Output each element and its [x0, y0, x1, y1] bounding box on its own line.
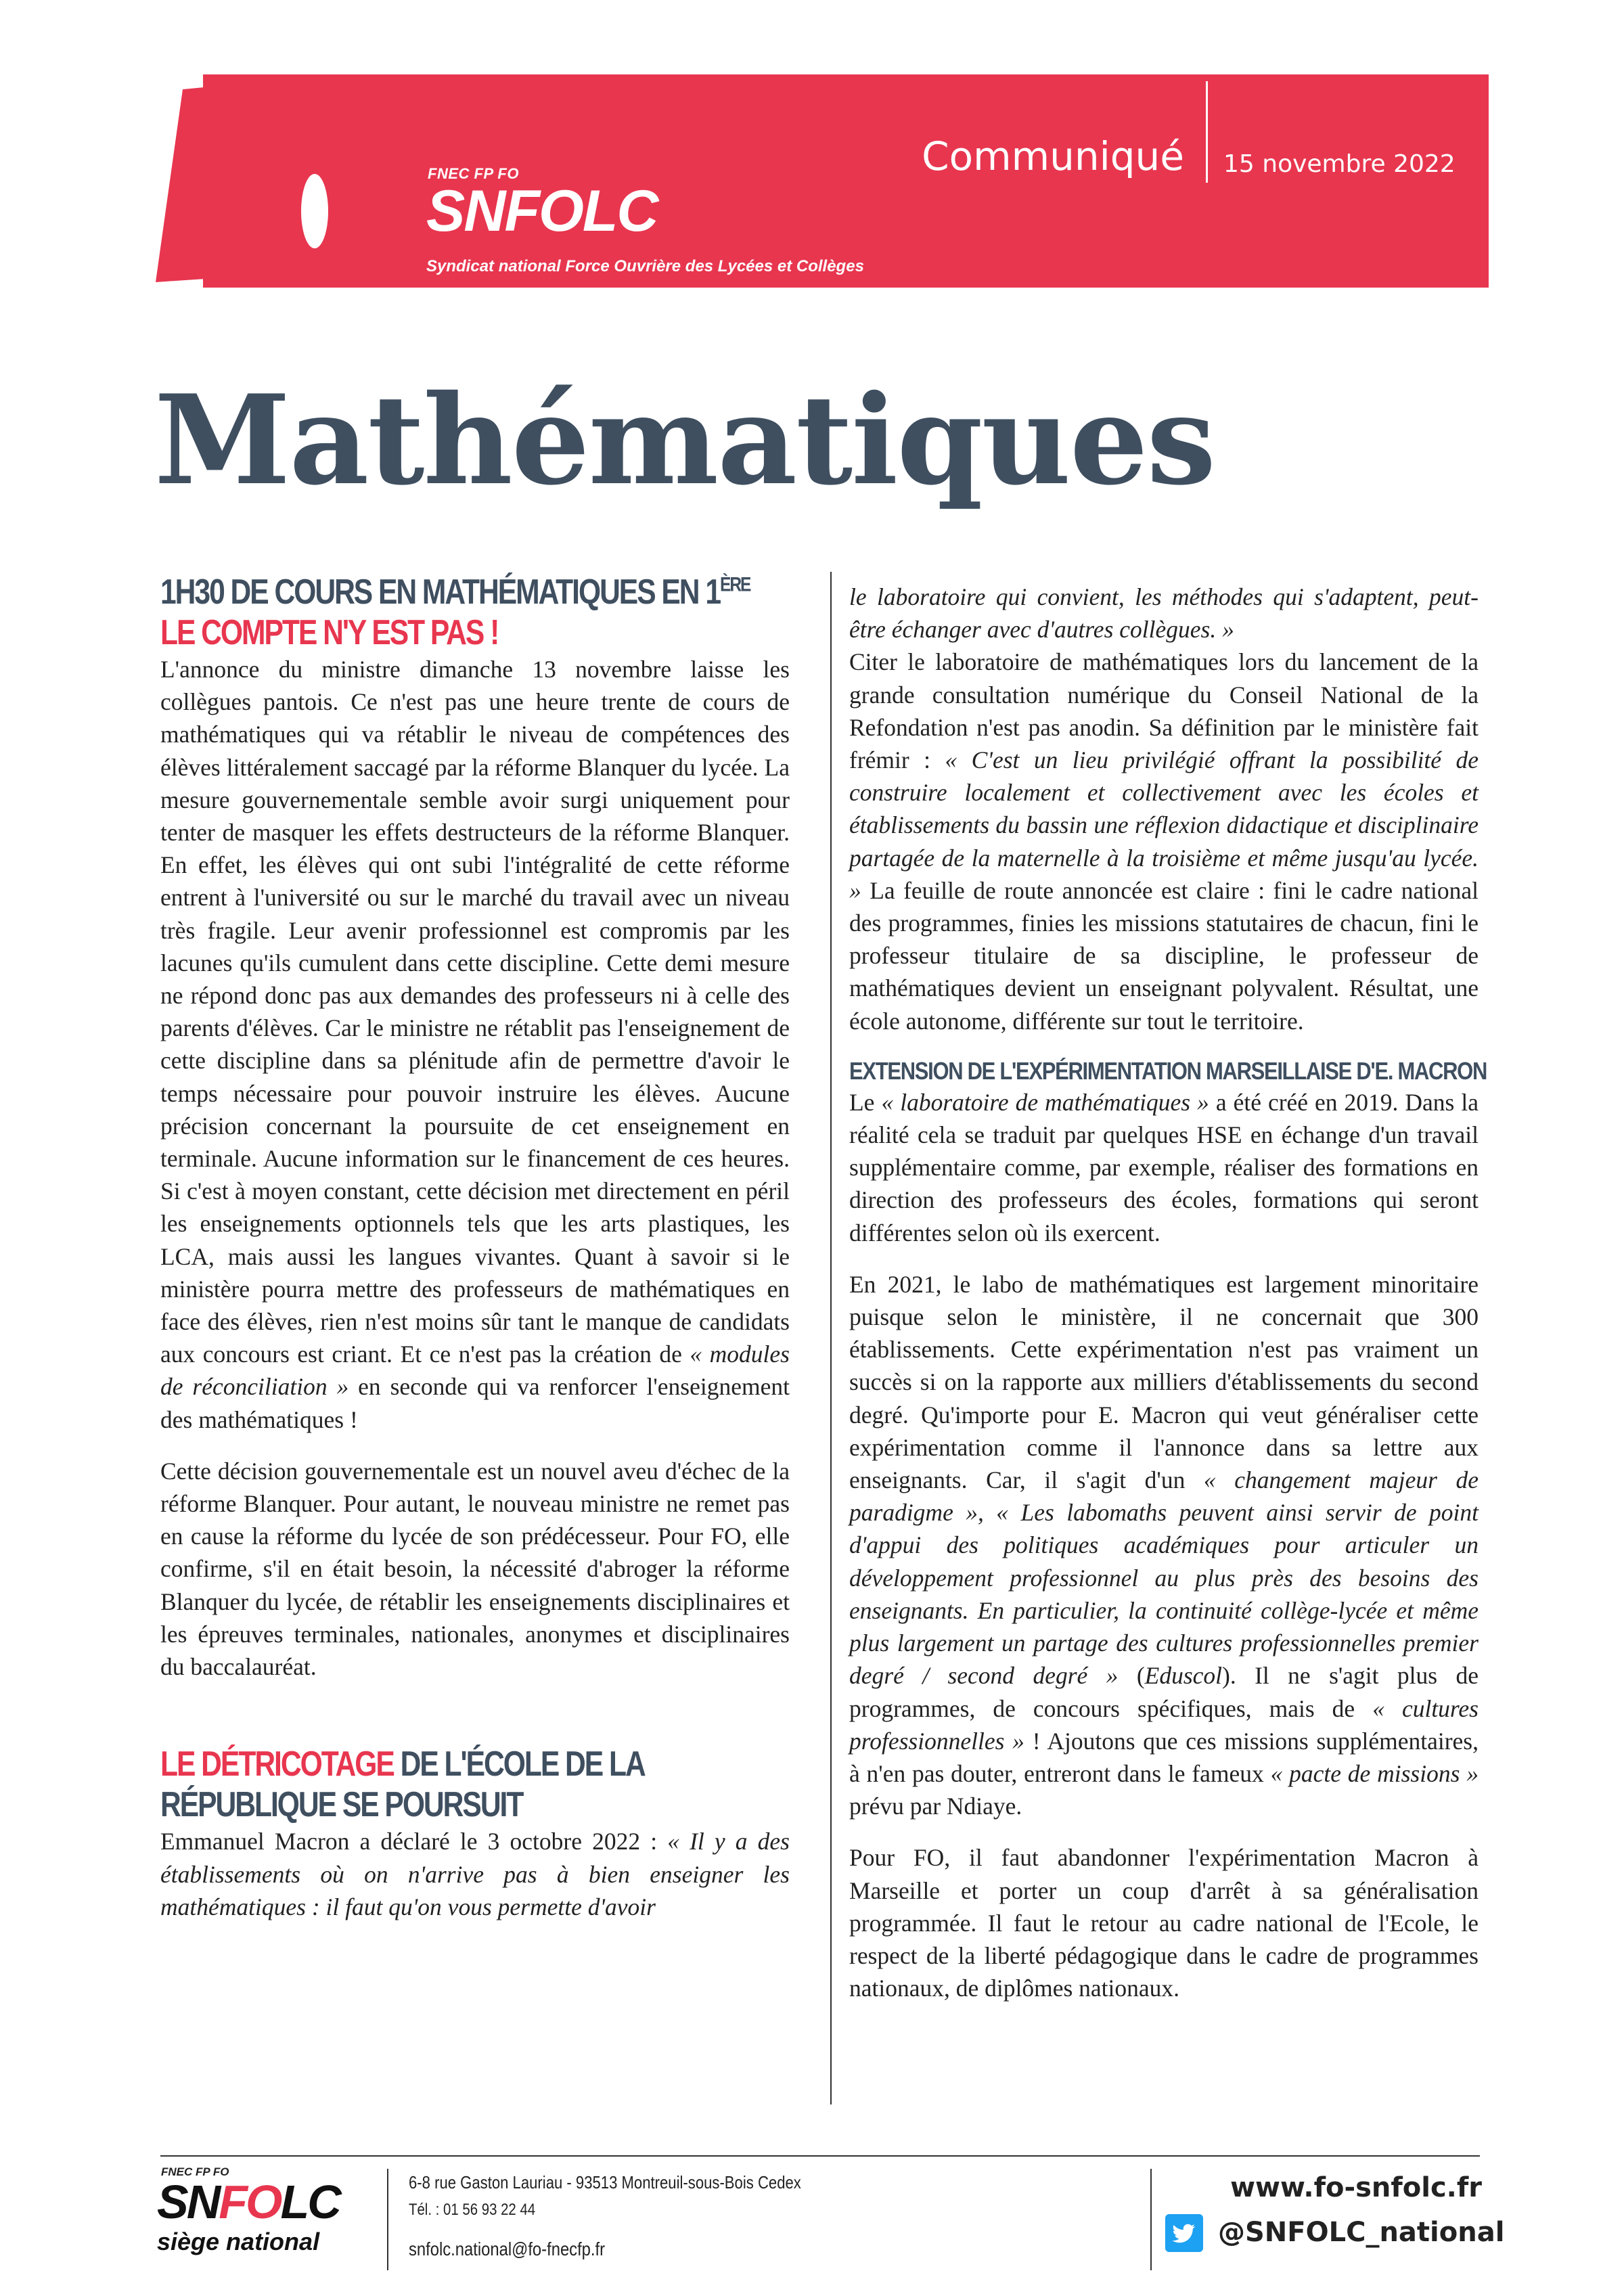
section2-p1-text: Emmanuel Macron a déclaré le 3 octobre 2022 : — [160, 1828, 668, 1855]
footer-logo-lc: LC — [280, 2176, 340, 2228]
right-p1-text: Citer le laboratoire de mathématiques lors du lancement de la grande consultation numérique du Conseil National de la Refondation n'est pas anodin. Sa définition par le ministère fait frémir : — [849, 648, 1479, 774]
right-p3-quote: « changement majeur de paradigme », « Les labomaths peuvent ainsi servir de point d'appui des politiques académiques pour articuler un développement professionnel au plus près des besoins des enseignants. En particulier, la continuité collège-lycée et même plus largement un partage des cultures professionnelles premier degré / second degré » — [849, 1466, 1479, 1690]
right-subheading: EXTENSION DE L'EXPÉRIMENTATION MARSEILLAISE D'E. MACRON — [849, 1056, 1487, 1085]
right-p3-text: En 2021, le labo de mathématiques est largement minoritaire puisque selon le ministère, il ne concernait que 300 établissements. Cette expérimentation n'est pas vraiment un succès si on la rapporte aux milliers d'établissements du second degré. Qu'importe pour E. Macron qui veut généraliser cette expérimentation comme il l'annonce dans sa lettre aux enseignants. Car, il s'agit d'un — [849, 1270, 1479, 1494]
left-column — [160, 572, 790, 1923]
doc-type-label: Communiqué — [922, 133, 1184, 179]
right-paragraph4: Pour FO, il faut abandonner l'expérimentation Macron à Marseille et porter un coup d'arrêt à sa généralisation programmée. Il faut le retour au cadre national de l'Ecole, le respect de la liberté pédagogique dans le cadre de programmes nationaux, de diplômes nationaux. — [849, 1844, 1479, 2002]
section2-heading-dark2: RÉPUBLIQUE SE POURSUIT — [160, 1785, 523, 1825]
right-p0-quote: le laboratoire qui convient, les méthodes qui s'adaptent, peut-être échanger avec d'autres collègues. » — [849, 583, 1479, 644]
syndicat-label: Syndicat national Force Ouvrière des Lycées et Collèges — [426, 257, 864, 275]
right-p3-quote3: « cultures professionnelles » — [849, 1694, 1479, 1755]
footer-address: 6-8 rue Gaston Lauriau - 93513 Montreuil-sous-Bois Cedex — [409, 2172, 801, 2192]
right-p3-mid3: ! Ajoutons que ces missions supplémentaires, à n'en pas douter, entreront dans le fameux — [849, 1727, 1479, 1787]
right-p3-end: prévu par Ndiaye. — [849, 1793, 1022, 1820]
footer-twitter-link[interactable]: @SNFOLC_national — [1218, 2217, 1505, 2248]
right-paragraph1 — [849, 646, 1479, 1037]
right-paragraph3 — [849, 1268, 1479, 1822]
footer-vertical-divider — [387, 2169, 388, 2270]
footer-divider — [160, 2155, 1480, 2157]
fo-logo-icon — [156, 76, 359, 286]
right-p3-mid: ( — [1118, 1662, 1145, 1690]
footer-snfolc-logo — [157, 2175, 340, 2229]
header-banner — [203, 74, 1489, 288]
twitter-bird-icon[interactable] — [1165, 2214, 1203, 2252]
section2-heading-dark1: DE L'ÉCOLE DE LA — [393, 1744, 645, 1784]
section1-heading — [160, 572, 790, 653]
right-p1-quote: « C'est un lieu privilégié offrant la possibilité de construire localement et collectivement avec les écoles et établissements du bassin une réflexion didactique et disciplinaire partagée de la maternelle à la troisième et même jusqu'au lycée. » — [849, 746, 1479, 904]
section1-heading-line2: LE COMPTE N'Y EST PAS ! — [160, 613, 499, 652]
right-paragraph2 — [849, 1086, 1479, 1249]
section1-p1-quote: « modules de réconciliation » — [160, 1341, 790, 1401]
section1-paragraph2: Cette décision gouvernementale est un nouvel aveu d'échec de la réforme Blanquer. Pour autant, le nouveau ministre ne remet pas en cause la réforme du lycée de son prédécesseur. Pour FO, elle confirme, s'il en était besoin, la nécessité d'abroger la réforme Blanquer du lycée, de rétablir les enseignements disciplinaires et les épreuves terminales, nationales, anonymes et disciplinaires du baccalauréat. — [160, 1457, 790, 1681]
right-p2-quote: « laboratoire de mathématiques » — [881, 1088, 1209, 1116]
section2-heading — [160, 1744, 790, 1825]
right-p3-quote4: « pacte de missions » — [1270, 1759, 1479, 1787]
section2-paragraph1 — [160, 1825, 790, 1923]
footer-vertical-divider-right — [1150, 2169, 1152, 2270]
section1-p1-end: en seconde qui va renforcer l'enseignement des mathématiques ! — [160, 1373, 790, 1433]
right-p3-mid2: ). Il ne s'agit plus de programmes, de concours spécifiques, mais de — [849, 1662, 1479, 1722]
right-p2-text: a été créé en 2019. Dans la réalité cela se traduit par quelques HSE en échange d'un travail supplémentaire comme, par exemple, réaliser des formations en direction des professeurs des écoles, formations qui seront différentes selon où ils exercent. — [849, 1088, 1479, 1246]
page-title: Mathématiques — [154, 367, 1215, 512]
footer-phone: Tél. : 01 56 93 22 44 — [409, 2201, 536, 2219]
snfolc-logo: SNFOLC — [426, 179, 658, 244]
right-p3-quote2: Eduscol — [1144, 1662, 1223, 1690]
date-label: 15 novembre 2022 — [1223, 150, 1456, 178]
right-p1-end: La feuille de route annoncée est claire : fini le cadre national des programmes, finies les missions statutaires de chacun, fini le professeur titulaire de sa discipline, le professeur de mathématiques devient un enseignant polyvalent. Résultat, une école autonome, différente sur tout le territoire. — [849, 876, 1479, 1035]
fnec-label: FNEC FP FO — [428, 165, 519, 182]
footer-email-link[interactable]: snfolc.national@fo-fnecfp.fr — [409, 2238, 606, 2259]
section1-p1-text: L'annonce du ministre dimanche 13 novembre laisse les collègues pantois. Ce n'est pas une heure trente de cours de mathématiques qui va rétablir le niveau de compétences des élèves littéralement saccagé par la réforme Blanquer du lycée. La mesure gouvernementale semble avoir surgi uniquement pour tenter de masquer les effets destructeurs de la réforme Blanquer. En effet, les élèves qui ont subi l'intégralité de cette réforme entrent à l'université ou sur le marché du travail avec un niveau très fragile. Leur avenir professionnel est compromis par les lacunes qu'ils cumulent dans cette discipline. Cette demi mesure ne répond donc pas aux demandes des professeurs ni à celle des parents d'élèves. Car le ministre ne rétablit pas l'enseignement de cette discipline dans sa plénitude afin de permettre d'avoir le temps nécessaire pour pouvoir instruire les élèves. Aucune précision concernant la poursuite de cet enseignement en terminale. Aucune information sur le financement de ces heures. Si c'est à moyen constant, cette décision met directement en péril les enseignements optionnels tels que les arts plastiques, les LCA, mais aussi les langues vivantes. Quant à savoir si le ministère pourra mettre des professeurs de mathématiques en face des élèves, rien n'est moins sûr tant le manque de candidats aux concours est criant. Et ce n'est pas la création de — [160, 656, 790, 1368]
section2-p1-quote: « Il y a des établissements où on n'arrive pas à bien enseigner les mathématiques : il faut qu'on vous permette d'avoir — [160, 1828, 790, 1920]
banner-divider — [1206, 81, 1208, 183]
footer-website-link[interactable]: www.fo-snfolc.fr — [1230, 2172, 1482, 2203]
section1-paragraph1 — [160, 653, 790, 1436]
section1-heading-sup: ÈRE — [719, 573, 750, 596]
right-p2-start: Le — [849, 1088, 882, 1116]
footer-fnec-label: FNEC FP FO — [161, 2165, 229, 2178]
column-divider — [830, 572, 832, 2104]
section2-heading-red: LE DÉTRICOTAGE — [160, 1744, 394, 1784]
footer-siege-label: siège national — [157, 2228, 320, 2255]
right-paragraph0 — [849, 581, 1479, 646]
footer-logo-sn: SN — [157, 2176, 219, 2228]
section1-heading-line1: 1H30 DE COURS EN MATHÉMATIQUES EN 1 — [160, 572, 720, 612]
right-column — [849, 581, 1487, 2023]
footer-logo-fo: FO — [219, 2176, 281, 2228]
